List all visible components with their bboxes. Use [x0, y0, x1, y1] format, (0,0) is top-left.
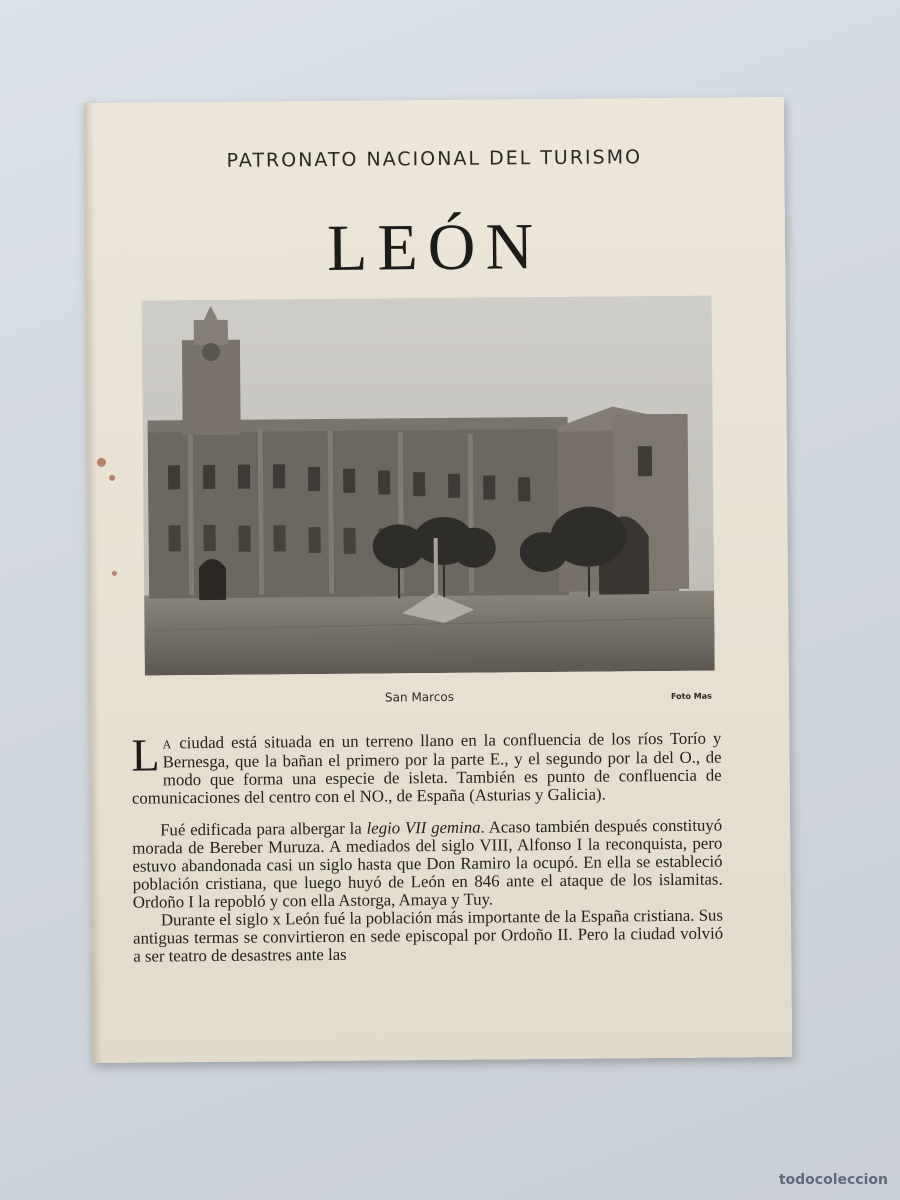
photo-credit: Foto Mas [670, 691, 712, 701]
paragraph-2 [132, 817, 723, 912]
body-text [131, 730, 723, 966]
rust-stain [109, 475, 115, 481]
rust-stain [97, 458, 106, 467]
san-marcos-photo [142, 296, 715, 676]
drop-cap: L [131, 729, 160, 781]
paragraph-2-italic: legio VII gemina [366, 817, 481, 838]
paragraph-3: Durante el siglo x León fué la población más importante de la España cristiana. Sus antiguas termas se convirtieron en sede episcopal por Ordoño II. Pero la ciudad volvió a ser teatro de desastres ante las [133, 905, 724, 966]
rust-stain [112, 571, 117, 576]
paragraph-1-text: ciudad está situada en un terreno llano en la confluencia de los ríos Torío y Bernesga, que la bañan el primero por la parte E., y el segundo por la del O., de modo que forma una especie de isleta. También es punto de confluencia de comunicaciones del centro con el NO., de España (Asturias y Galicia). [131, 728, 722, 808]
brochure-page [84, 97, 792, 1063]
paragraph-1 [131, 730, 722, 808]
photo-caption: San Marcos [384, 689, 455, 705]
paragraph-2-before: Fué edificada para albergar la [160, 818, 367, 840]
drop-cap-lead: A [162, 737, 173, 752]
paragraph-2-after: . Acaso también después constituyó morada de Bereber Muruza. A mediados del siglo VIII, Alfonso I la reconquista, pero estuvo abandonada casi un siglo hasta que Don Ramiro la ocupó. En ella se estableció población cristiana, que luego huyó de León en 846 ante el ataque de los islamitas. Ordoño I la repobló y con ella Astorga, Amaya y Tuy. [132, 815, 723, 912]
page-title: LEÓN [326, 210, 544, 285]
publisher-heading: PATRONATO NACIONAL DEL TURISMO [226, 146, 643, 172]
watermark: todocoleccion [778, 1172, 888, 1188]
